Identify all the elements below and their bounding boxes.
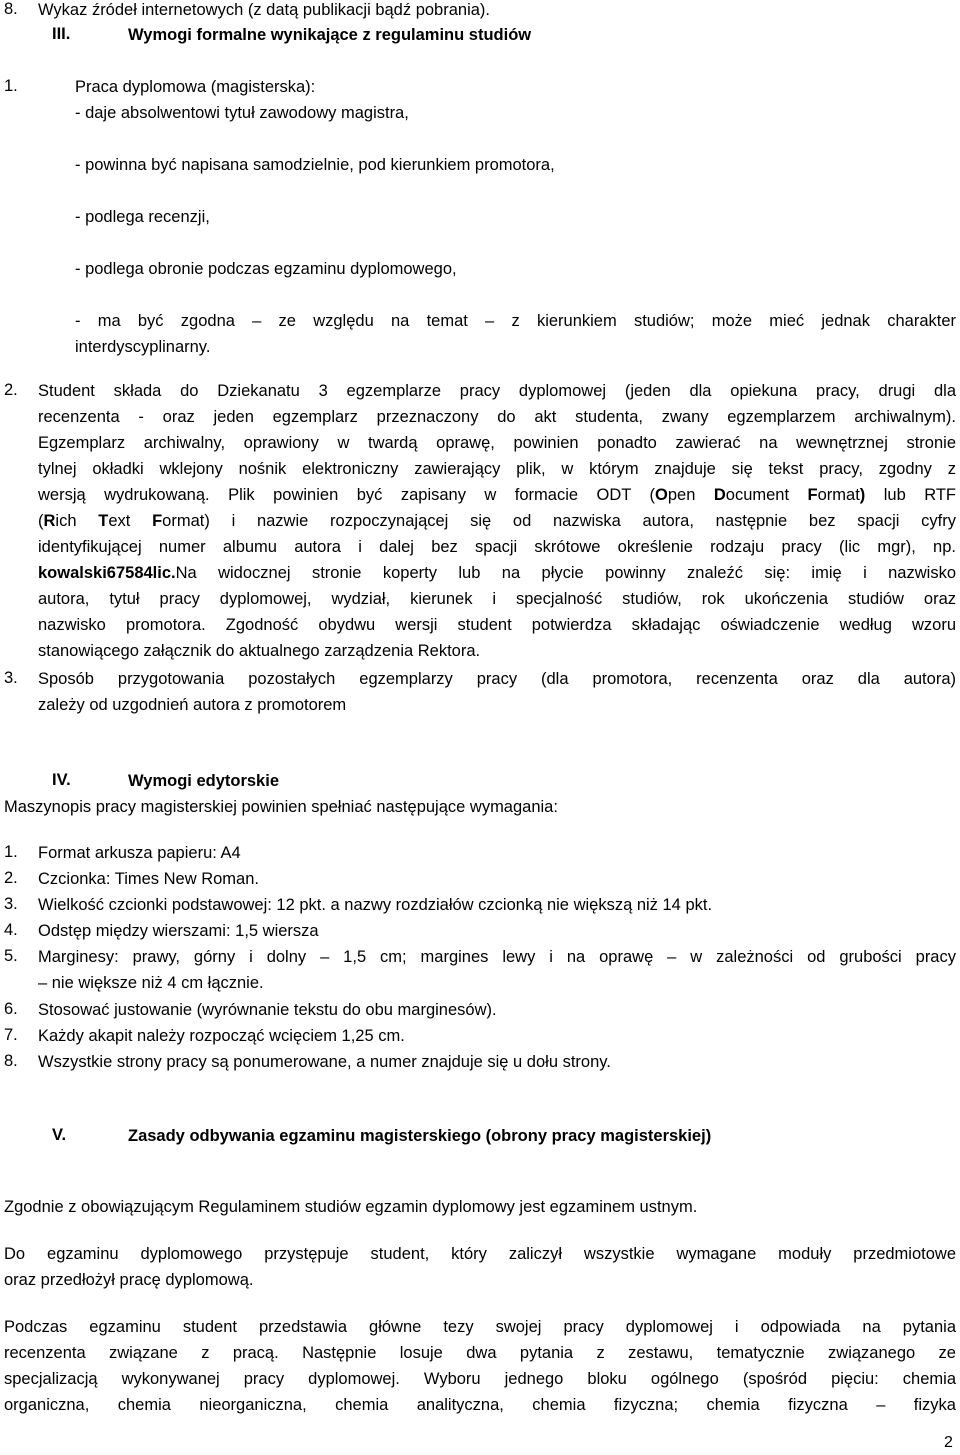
text-run: ext: [108, 512, 153, 530]
list-number: 1.: [4, 843, 18, 861]
paragraph-line: stanowiącego załącznik do aktualnego zarządzenia Rektora.: [38, 642, 481, 660]
paragraph-line: [38, 485, 956, 505]
bullet-line: - daje absolwentowi tytuł zawodowy magistra,: [75, 104, 409, 122]
paragraph-line: Podczas egzaminu student przedstawia główne tezy swojej pracy dyplomowej i odpowiada na pytania: [4, 1318, 956, 1336]
section-number: V.: [52, 1126, 67, 1144]
bold-letter: ): [859, 486, 866, 504]
section-number: IV.: [52, 771, 71, 789]
list-number: 2.: [4, 381, 18, 399]
list-item-text: Wszystkie strony pracy są ponumerowane, a numer znajduje się u dołu strony.: [38, 1053, 611, 1071]
bold-letter: T: [98, 512, 109, 530]
list-number: 2.: [4, 869, 18, 887]
section-title: Zasady odbywania egzaminu magisterskiego (obrony pracy magisterskiej): [128, 1127, 712, 1145]
list-item-text: Wykaz źródeł internetowych (z datą publikacji bądź pobrania).: [38, 1, 490, 19]
text-run: ormat) i nazwie rozpoczynającej się od nazwiska autora, następnie bez spacji cyfry: [162, 512, 956, 530]
paragraph-line: oraz przedłożył pracę dyplomową.: [4, 1271, 254, 1289]
list-item-text: Wielkość czcionki podstawowej: 12 pkt. a nazwy rozdziałów czcionką nie większą niż 14 pkt.: [38, 896, 713, 914]
paragraph-line: organiczna, chemia nieorganiczna, chemia analityczna, chemia fizyczna; chemia fizyczna – fizyka: [4, 1396, 956, 1414]
bold-letter: F: [807, 486, 818, 504]
bold-letter: O: [655, 486, 668, 504]
bullet-line: interdyscyplinarny.: [75, 338, 211, 356]
bullet-line: - podlega obronie podczas egzaminu dyplomowego,: [75, 260, 457, 278]
paragraph-line: [38, 563, 956, 583]
bold-letter: R: [43, 512, 56, 530]
list-number: 4.: [4, 921, 18, 939]
bullet-line: - ma być zgodna – ze względu na temat – z kierunkiem studiów; może mieć jednak charakter: [75, 312, 956, 330]
text-run: Na widocznej stronie koperty lub na płycie powinny znaleźć się: imię i nazwisko: [175, 564, 956, 582]
paragraph-line: tylnej okładki wklejony nośnik elektroniczny zawierający plik, w którym znajduje się tekst pracy, zgodny z: [38, 460, 956, 478]
text-run: ich: [55, 512, 99, 530]
paragraph-line: recenzenta - oraz jeden egzemplarz przeznaczony do akt studenta, zwany egzemplarzem archiwalnym).: [38, 408, 956, 426]
paragraph-line: Maszynopis pracy magisterskiej powinien spełniać następujące wymagania:: [4, 798, 558, 816]
filename-example: kowalski67584lic.: [38, 564, 176, 582]
paragraph-line: Do egzaminu dyplomowego przystępuje student, który zaliczył wszystkie wymagane moduły przedmiotowe: [4, 1245, 956, 1263]
list-item-text: – nie większe niż 4 cm łącznie.: [38, 974, 264, 992]
paragraph-line: Student składa do Dziekanatu 3 egzemplarze pracy dyplomowej (jeden dla opiekuna pracy, drugi dla: [38, 382, 956, 400]
text-run: Plik powinien być zapisany w formacie ODT (: [228, 486, 655, 504]
paragraph-line: zależy od uzgodnień autora z promotorem: [38, 696, 347, 714]
list-number: 8.: [4, 0, 18, 18]
text-run: (: [38, 512, 44, 530]
paragraph-line: identyfikującej numer albumu autora i dalej bez spacji skrótowe określenie rodzaju pracy (lic mgr), np.: [38, 538, 956, 556]
paragraph-line: Sposób przygotowania pozostałych egzemplarzy pracy (dla promotora, recenzenta oraz dla autora): [38, 670, 956, 688]
list-number: 5.: [4, 947, 18, 965]
paragraph-line: [38, 511, 956, 531]
text-run: wersją wydrukowaną.: [38, 486, 210, 504]
paragraph-line: autora, tytuł pracy dyplomowej, wydział, kierunek i specjalność studiów, rok ukończenia studiów oraz: [38, 590, 956, 608]
bullet-line: - powinna być napisana samodzielnie, pod kierunkiem promotora,: [75, 156, 555, 174]
bold-letter: F: [152, 512, 163, 530]
list-item-text: Marginesy: prawy, górny i dolny – 1,5 cm; margines lewy i na oprawę – w zależności od grubości pracy: [38, 948, 956, 966]
list-number: 6.: [4, 1000, 18, 1018]
list-number: 8.: [4, 1052, 18, 1070]
list-item-text: Odstęp między wierszami: 1,5 wiersza: [38, 922, 319, 940]
list-number: 7.: [4, 1026, 18, 1044]
paragraph-line: specjalizacją wykonywanej pracy dyplomowej. Wyboru jednego bloku ogólnego (spośród pięciu: chemia: [4, 1370, 956, 1388]
paragraph-line: Praca dyplomowa (magisterska):: [75, 78, 316, 96]
text-run: ocument: [725, 486, 808, 504]
section-number: III.: [52, 25, 71, 43]
paragraph-line: recenzenta związane z pracą. Następnie losuje dwa pytania z zestawu, tematycznie związanego ze: [4, 1344, 956, 1362]
page-number: 2: [944, 1434, 953, 1451]
paragraph-line: Zgodnie z obowiązującym Regulaminem studiów egzamin dyplomowy jest egzaminem ustnym.: [4, 1198, 698, 1216]
text-run: ormat: [817, 486, 860, 504]
list-item-text: Czcionka: Times New Roman.: [38, 870, 259, 888]
list-number: 3.: [4, 895, 18, 913]
text-run: lub RTF: [865, 486, 957, 504]
bullet-line: - podlega recenzji,: [75, 208, 210, 226]
list-number: 3.: [4, 669, 18, 687]
list-item-text: Stosować justowanie (wyrównanie tekstu do obu marginesów).: [38, 1001, 497, 1019]
paragraph-line: Egzemplarz archiwalny, oprawiony w twardą oprawę, powinien ponadto zawierać na wewnętrznej stronie: [38, 434, 956, 452]
paragraph-line: nazwisko promotora. Zgodność obydwu wersji student potwierdza składając oświadczenie według wzoru: [38, 616, 956, 634]
text-run: pen: [667, 486, 714, 504]
list-item-text: Format arkusza papieru: A4: [38, 844, 241, 862]
list-number: 1.: [4, 77, 18, 95]
section-title: Wymogi edytorskie: [128, 772, 279, 790]
section-title: Wymogi formalne wynikające z regulaminu studiów: [128, 26, 532, 44]
list-item-text: Każdy akapit należy rozpocząć wcięciem 1,25 cm.: [38, 1027, 405, 1045]
bold-letter: D: [713, 486, 726, 504]
